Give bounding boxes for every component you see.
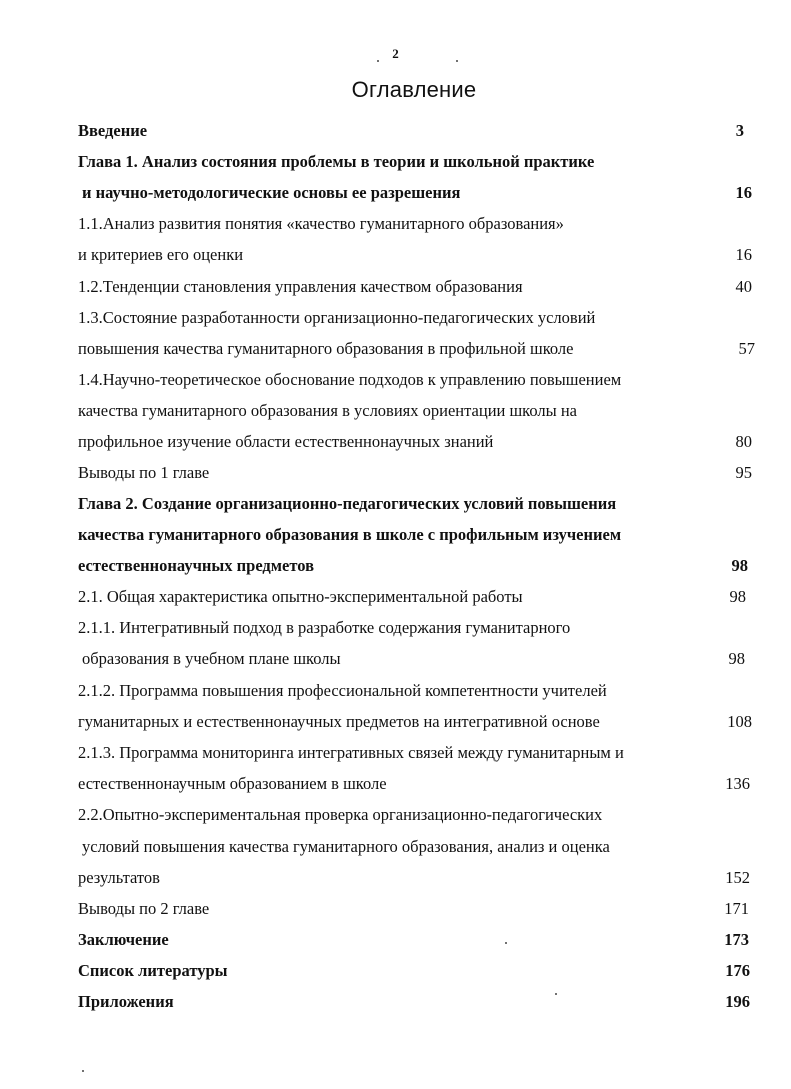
toc-entry	[0, 461, 791, 485]
toc-entry-page: 173	[724, 930, 749, 949]
toc-entry	[0, 523, 791, 547]
page-number: 2	[392, 46, 399, 61]
toc-entry	[0, 710, 791, 734]
toc-entry	[0, 399, 791, 423]
toc-entry	[0, 647, 791, 671]
toc-entry-title: повышения качества гуманитарного образования в профильной школе	[78, 339, 574, 358]
toc-entry-title: 2.1. Общая характеристика опытно-экспериментальной работы	[78, 587, 523, 606]
toc-entry-title: Приложения	[78, 992, 174, 1011]
scan-speck	[377, 60, 379, 62]
toc-entry-page: 98	[729, 587, 746, 606]
toc-entry-title: Глава 2. Создание организационно-педагогических условий повышения	[78, 494, 617, 513]
toc-entry-page: 176	[725, 961, 750, 980]
toc-entry-page: 98	[731, 556, 748, 575]
toc-entry	[0, 275, 791, 299]
toc-entry	[0, 866, 791, 890]
toc-entry	[0, 554, 791, 578]
toc-entry	[0, 150, 791, 174]
toc-entry	[0, 430, 791, 454]
toc-entry-title: и критериев его оценки	[78, 245, 244, 264]
toc-entry-page: 80	[735, 432, 752, 451]
toc-entry-title: 1.1.Анализ развития понятия «качество гуманитарного образования»	[78, 214, 564, 233]
toc-entry	[0, 585, 791, 609]
toc-entry	[0, 835, 791, 859]
toc-entry-title: профильное изучение области естественнонаучных знаний	[78, 432, 494, 451]
toc-entry	[0, 492, 791, 516]
toc-entry	[0, 368, 791, 392]
toc-entry-page: 57	[738, 339, 755, 358]
toc-entry	[0, 212, 791, 236]
toc-entry-title: Выводы по 2 главе	[78, 899, 210, 918]
toc-entry	[0, 679, 791, 703]
toc-entry-page: 95	[735, 463, 752, 482]
toc-entry	[0, 990, 791, 1014]
toc-entry-page: 16	[735, 183, 752, 202]
toc-entry-title: качества гуманитарного образования в условиях ориентации школы на	[78, 401, 577, 420]
scan-speck	[505, 942, 507, 944]
toc-entry	[0, 306, 791, 330]
toc-entry-page: 196	[725, 992, 750, 1011]
toc-entry-title: 1.2.Тенденции становления управления качеством образования	[78, 277, 523, 296]
toc-entry-title: Заключение	[78, 930, 169, 949]
toc-entry	[0, 119, 791, 143]
toc-entry-title: и научно-методологические основы ее разрешения	[82, 183, 461, 202]
toc-entry-page: 136	[725, 774, 750, 793]
toc-entry-title: естественнонаучным образованием в школе	[78, 774, 387, 793]
toc-entry-page: 3	[735, 121, 744, 140]
toc-entry-title: Список литературы	[78, 961, 228, 980]
toc-entry-title: 2.1.1. Интегративный подход в разработке содержания гуманитарного	[78, 618, 571, 637]
page-title: Оглавление	[351, 77, 477, 102]
toc-entry-page: 108	[727, 712, 752, 731]
toc-entry-title: 1.4.Научно-теоретическое обоснование подходов к управлению повышением	[78, 370, 622, 389]
toc-entry	[0, 337, 791, 361]
toc-entry	[0, 959, 791, 983]
toc-entry-title: результатов	[78, 868, 160, 887]
toc-entry-title: условий повышения качества гуманитарного образования, анализ и оценка	[82, 837, 610, 856]
toc-entry-page: 98	[728, 649, 745, 668]
scan-speck	[456, 60, 458, 62]
toc-entry-title: гуманитарных и естественнонаучных предметов на интегративной основе	[78, 712, 600, 731]
toc-entry-page: 171	[724, 899, 749, 918]
toc-entry-title: 1.3.Состояние разработанности организационно-педагогических условий	[78, 308, 596, 327]
toc-entry-title: 2.1.2. Программа повышения профессиональной компетентности учителей	[78, 681, 607, 700]
scan-speck	[555, 993, 557, 995]
toc-entry	[0, 897, 791, 921]
toc-entry-title: качества гуманитарного образования в школе с профильным изучением	[78, 525, 622, 544]
toc-entry-page: 16	[735, 245, 752, 264]
toc-entry	[0, 741, 791, 765]
toc-entry	[0, 772, 791, 796]
toc-entry-title: Введение	[78, 121, 148, 140]
toc-entry-title: Глава 1. Анализ состояния проблемы в теории и школьной практике	[78, 152, 595, 171]
toc-entry-page: 152	[725, 868, 750, 887]
toc-entry-title: 2.1.3. Программа мониторинга интегративных связей между гуманитарным и	[78, 743, 624, 762]
toc-entry-title: образования в учебном плане школы	[82, 649, 341, 668]
toc-entry	[0, 181, 791, 205]
toc-entry	[0, 616, 791, 640]
toc-entry-title: естественнонаучных предметов	[78, 556, 314, 575]
toc-entry-page: 40	[735, 277, 752, 296]
toc-entry	[0, 928, 791, 952]
toc-entry	[0, 803, 791, 827]
toc-entry-title: Выводы по 1 главе	[78, 463, 210, 482]
toc-entry	[0, 243, 791, 267]
scan-speck	[82, 1070, 84, 1072]
toc-entry-title: 2.2.Опытно-экспериментальная проверка организационно-педагогических	[78, 805, 603, 824]
